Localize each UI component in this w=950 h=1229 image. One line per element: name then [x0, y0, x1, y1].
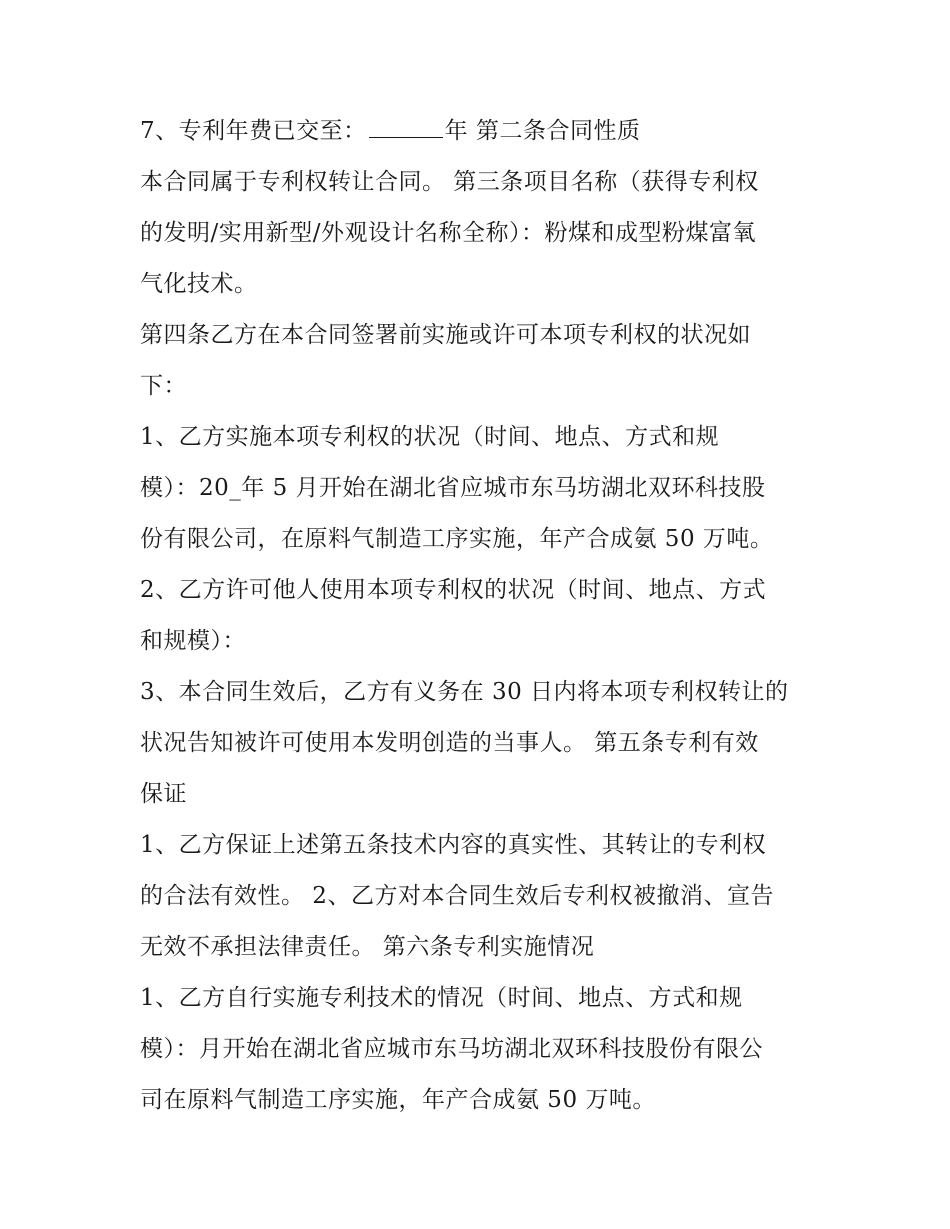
paragraph-line: 份有限公司，在原料气制造工序实施，年产合成氨 50 万吨。: [140, 526, 774, 552]
paragraph-line: 的发明/实用新型/外观设计名称全称）：粉煤和成型粉煤富氧: [140, 220, 756, 246]
line-prefix: 7、专利年费已交至：: [140, 118, 367, 144]
paragraph-line: 1、乙方保证上述第五条技术内容的真实性、其转让的专利权: [140, 832, 767, 858]
paragraph-line: 1、乙方自行实施专利技术的情况（时间、地点、方式和规: [140, 985, 743, 1011]
fill-in-blank: [369, 115, 443, 138]
paragraph-line: 本合同属于专利权转让合同。 第三条项目名称（获得专利权: [140, 169, 759, 195]
paragraph-line: 和规模）：: [140, 628, 246, 654]
paragraph-line: 3、本合同生效后，乙方有义务在 30 日内将本项专利权转让的: [140, 679, 789, 705]
paragraph-line: 的合法有效性。 2、乙方对本合同生效后专利权被撤消、宣告: [140, 883, 774, 909]
paragraph-line: 保证: [140, 781, 187, 807]
paragraph-line: [140, 106, 820, 157]
document-body: [140, 106, 820, 1126]
paragraph-line: 司在原料气制造工序实施，年产合成氨 50 万吨。: [140, 1087, 656, 1113]
paragraph-line: 模）：20_年 5 月开始在湖北省应城市东马坊湖北双环科技股: [140, 475, 766, 501]
paragraph-line: 状况告知被许可使用本发明创造的当事人。 第五条专利有效: [140, 730, 759, 756]
paragraph-line: 第四条乙方在本合同签署前实施或许可本项专利权的状况如: [140, 322, 751, 348]
paragraph-line: 无效不承担法律责任。 第六条专利实施情况: [140, 934, 595, 960]
paragraph-line: 2、乙方许可他人使用本项专利权的状况（时间、地点、方式: [140, 577, 767, 603]
paragraph-line: 气化技术。: [140, 271, 258, 297]
paragraph-line: 模）：月开始在湖北省应城市东马坊湖北双环科技股份有限公: [140, 1036, 763, 1062]
line-suffix: 年 第二条合同性质: [444, 118, 641, 144]
paragraph-line: 1、乙方实施本项专利权的状况（时间、地点、方式和规: [140, 424, 720, 450]
paragraph-line: 下：: [140, 373, 187, 399]
